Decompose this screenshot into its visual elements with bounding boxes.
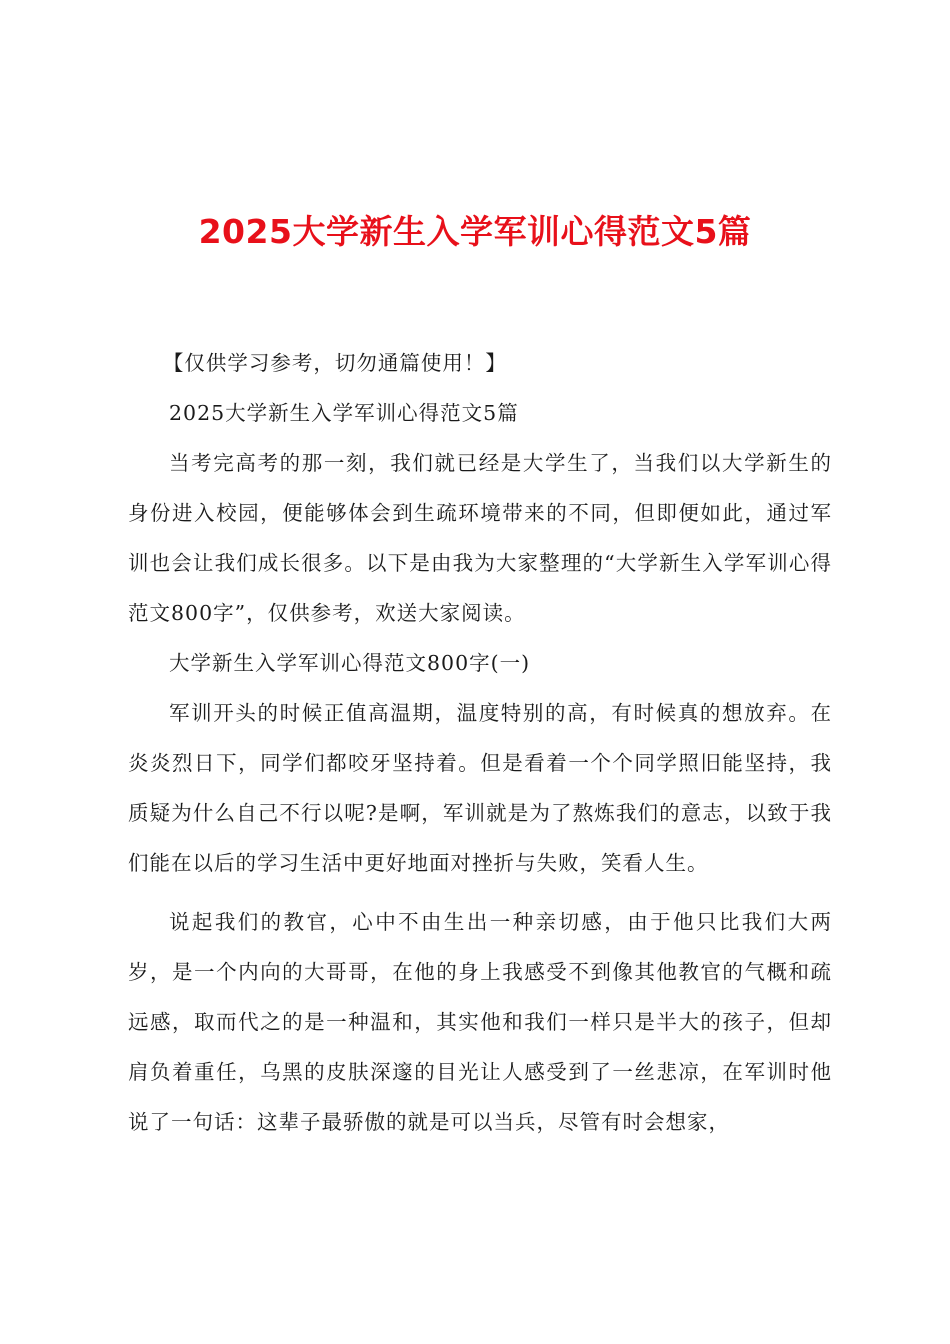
section-heading: 大学新生入学军训心得范文800字(一) [169,651,531,675]
usage-notice: 【仅供学习参考，切勿通篇使用！】 [162,351,507,375]
intro-paragraph: 当考完高考的那一刻，我们就已经是大学生了，当我们以大学新生的身份进入校园，便能够体会到生疏环境带来的不同，但即便如此，通过军训也会让我们成长很多。以下是由我为大家整理的“大学新生入学军训心得范文800字”，仅供参考，欢送大家阅读。 [128,451,832,625]
document-subtitle: 2025大学新生入学军训心得范文5篇 [169,401,519,425]
document-body [128,338,832,1147]
body-paragraph-2: 说起我们的教官，心中不由生出一种亲切感，由于他只比我们大两岁，是一个内向的大哥哥，在他的身上我感受不到像其他教官的气概和疏远感，取而代之的是一种温和，其实他和我们一样只是半大的孩子，但却肩负着重任，乌黑的皮肤深邃的目光让人感受到了一丝悲凉，在军训时他说了一句话：这辈子最骄傲的就是可以当兵，尽管有时会想家， [128,910,832,1134]
body-paragraph-1: 军训开头的时候正值高温期，温度特别的高，有时候真的想放弃。在炎炎烈日下，同学们都咬牙坚持着。但是看着一个个同学照旧能坚持，我质疑为什么自己不行以呢?是啊，军训就是为了熬炼我们的意志，以致于我们能在以后的学习生活中更好地面对挫折与失败，笑看人生。 [128,701,832,875]
document-title: 2025大学新生入学军训心得范文5篇 [198,212,752,251]
